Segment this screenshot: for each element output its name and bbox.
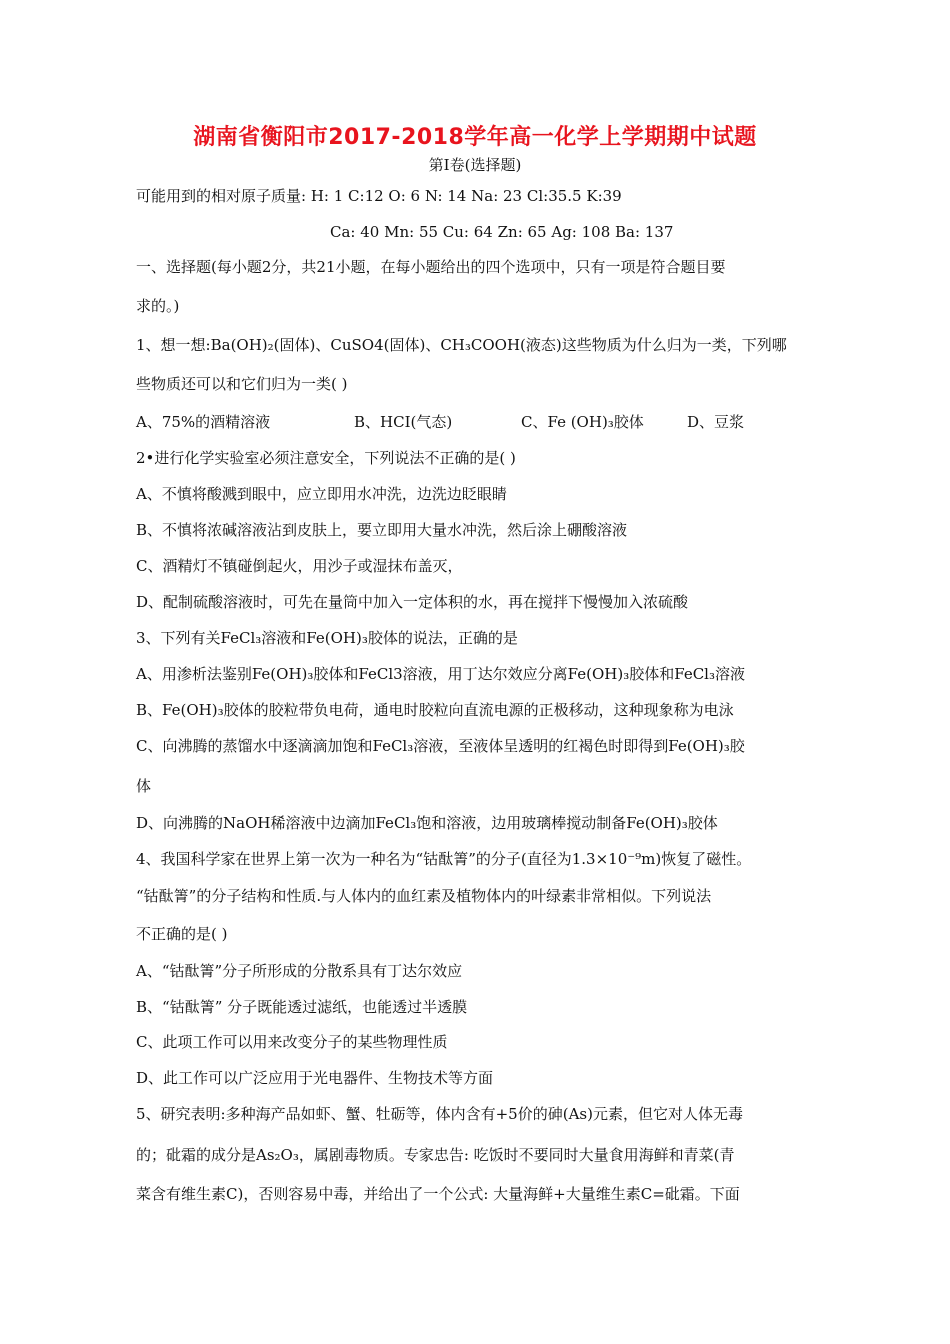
question-4-option-b: B、“钴酞箐” 分子既能透过滤纸，也能透过半透膜 <box>136 998 468 1016</box>
question-4-text-cont-2: 不正确的是( ) <box>136 925 228 943</box>
question-3-option-c-cont: 体 <box>136 777 152 795</box>
question-5-text-cont-2: 菜含有维生素C)，否则容易中毒，并给出了一个公式: 大量海鲜+大量维生素C=砒霜。下面 <box>136 1185 740 1203</box>
question-1-text: 1、想一想:Ba(OH)₂(固体)、CuSO4(固体)、CH₃COOH(液态)这些物质为什么归为一类，下列哪 <box>136 336 787 354</box>
question-2-option-d: D、配制硫酸溶液时，可先在量筒中加入一定体积的水，再在搅拌下慢慢加入浓硫酸 <box>136 593 689 611</box>
section-heading-cont: 求的。) <box>136 297 180 315</box>
section-subtitle: 第Ⅰ卷(选择题) <box>428 156 522 174</box>
option-d: D、豆浆 <box>687 413 745 431</box>
document-title: 湖南省衡阳市2017-2018学年高一化学上学期期中试题 <box>193 125 757 150</box>
question-4-text: 4、我国科学家在世界上第一次为一种名为“钴酞箐”的分子(直径为1.3×10⁻⁹m)恢复了磁性。 <box>136 850 752 868</box>
question-3-option-c: C、向沸腾的蒸馏水中逐滴滴加饱和FeCl₃溶液，至液体呈透明的红褐色时即得到Fe(OH)₃胶 <box>136 737 745 755</box>
question-3-option-a: A、用渗析法鉴别Fe(OH)₃胶体和FeCl3溶液，用丁达尔效应分离Fe(OH)₃胶体和FeCl₃溶液 <box>136 665 745 683</box>
question-3-text: 3、下列有关FeCl₃溶液和Fe(OH)₃胶体的说法，正确的是 <box>136 629 518 647</box>
question-2-text: 2•进行化学实验室必须注意安全，下列说法不正确的是( ) <box>136 449 516 467</box>
question-1-text-cont: 些物质还可以和它们归为一类( ) <box>136 375 348 393</box>
option-b: B、HCI(气态) <box>354 413 453 431</box>
question-2-option-c: C、酒精灯不镇碰倒起火，用沙子或湿抹布盖灭， <box>136 557 463 575</box>
section-heading: 一、选择题(每小题2分，共21小题，在每小题给出的四个选项中，只有一项是符合题目要 <box>136 258 726 276</box>
question-3-option-d: D、向沸腾的NaOH稀溶液中边滴加FeCl₃饱和溶液，边用玻璃棒搅动制备Fe(OH)₃胶体 <box>136 814 718 832</box>
question-5-text-cont: 的；砒霜的成分是As₂O₃，属剧毒物质。专家忠告: 吃饭时不要同时大量食用海鲜和青菜(青 <box>136 1146 735 1164</box>
question-4-option-d: D、此工作可以广泛应用于光电器件、生物技术等方面 <box>136 1069 494 1087</box>
option-a: A、75%的酒精溶液 <box>136 413 271 431</box>
question-4-option-c: C、此项工作可以用来改变分子的某些物理性质 <box>136 1033 448 1051</box>
question-4-text-cont: “钴酞箐”的分子结构和性质.与人体内的血红素及植物体内的叶绿素非常相似。下列说法 <box>136 887 712 905</box>
question-5-text: 5、研究表明:多种海产品如虾、蟹、牡砺等，体内含有+5价的砷(As)元素，但它对人体无毒 <box>136 1105 743 1123</box>
atomic-masses-line-1: 可能用到的相对原子质量: H: 1 C:12 O: 6 N: 14 Na: 23 Cl:35.5 K:39 <box>136 187 622 205</box>
atomic-masses-line-2: Ca: 40 Mn: 55 Cu: 64 Zn: 65 Ag: 108 Ba: 137 <box>330 223 674 241</box>
option-c: C、Fe (OH)₃胶体 <box>521 413 644 431</box>
question-2-option-b: B、不慎将浓碱溶液沾到皮肤上，要立即用大量水冲洗，然后涂上硼酸溶液 <box>136 521 628 539</box>
question-4-option-a: A、“钴酞箐”分子所形成的分散系具有丁达尔效应 <box>136 962 463 980</box>
question-2-option-a: A、不慎将酸溅到眼中，应立即用水冲洗，边洗边眨眼睛 <box>136 485 507 503</box>
question-1-options <box>136 412 816 432</box>
question-3-option-b: B、Fe(OH)₃胶体的胶粒带负电荷，通电时胶粒向直流电源的正极移动，这种现象称为电泳 <box>136 701 734 719</box>
